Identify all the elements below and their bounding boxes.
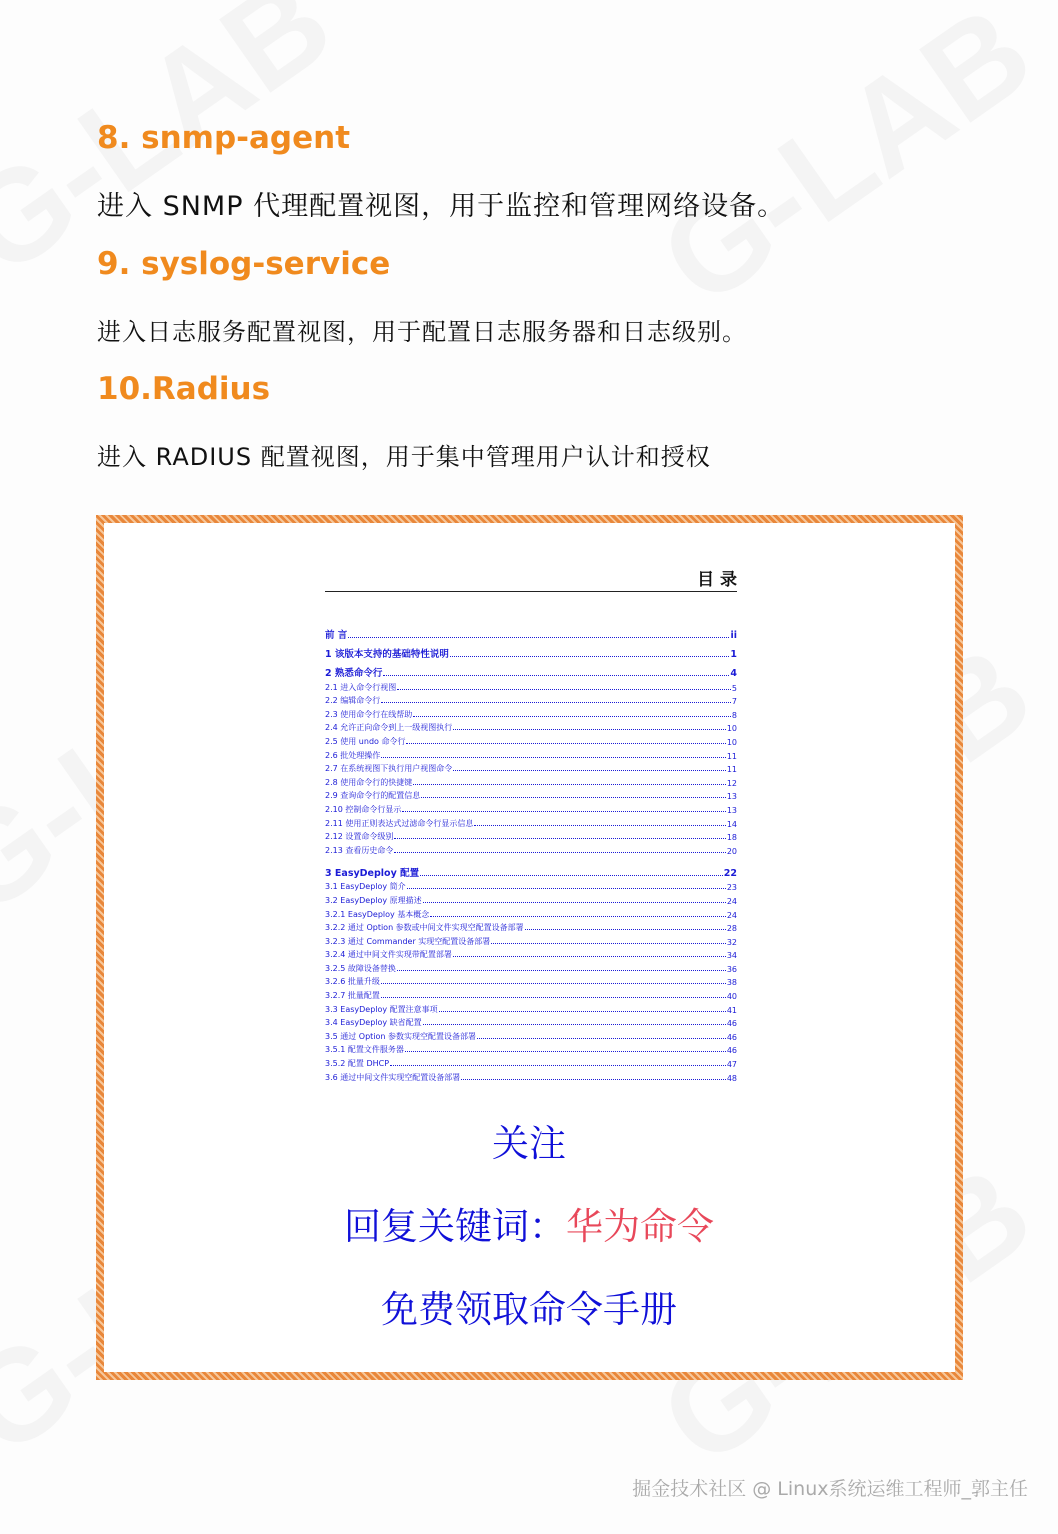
follow-text: 关注 (492, 1122, 566, 1165)
toc-entry-page: 40 (726, 992, 737, 1002)
toc-leader (453, 956, 726, 957)
toc-entries (325, 622, 737, 1083)
toc-leader (423, 902, 726, 903)
toc-leader (381, 983, 726, 984)
toc-entry-page: 11 (726, 751, 737, 761)
toc-leader (491, 943, 726, 944)
toc-entry-page: 23 (726, 883, 737, 893)
section-text: 进入日志服务配置视图，用于配置日志服务器和日志级别。 (97, 318, 747, 346)
watermark (640, 0, 1052, 326)
toc-entry-label: 3.2.2 通过 Option 参数或中间文件实现空配置设备部署 (325, 923, 524, 933)
toc-entry-page: 1 (730, 649, 737, 660)
section-text: 进入 SNMP 代理配置视图，用于监控和管理网络设备。 (97, 191, 786, 222)
toc-entry-label: 2.3 使用命令行在线帮助 (325, 709, 413, 719)
toc-entry-label: 2.4 允许正向命令到上一级视图执行 (325, 723, 453, 733)
toc-entry-page: 5 (731, 683, 737, 693)
toc-entry-label: 3.1 EasyDeploy 简介 (325, 882, 406, 892)
toc-leader (477, 1038, 726, 1039)
toc-entry-page: 7 (731, 697, 737, 707)
toc-entry-page: 38 (726, 978, 737, 988)
toc-entry[interactable] (325, 761, 737, 775)
toc-entry[interactable] (325, 660, 737, 679)
toc-entry-page: 24 (726, 896, 737, 906)
toc-leader (450, 656, 729, 657)
toc-entry[interactable] (325, 693, 737, 707)
toc-entry-label: 2.6 批处理操作 (325, 750, 381, 760)
toc-entry-label: 3.5.1 配置文件服务器 (325, 1045, 404, 1055)
toc-entry-label: 2.8 使用命令行的快捷键 (325, 777, 413, 787)
toc-entry[interactable] (325, 920, 737, 934)
toc-entry-page: 20 (726, 846, 737, 856)
toc-leader (402, 811, 725, 812)
toc-entry-page: 22 (723, 867, 737, 879)
toc-entry-label: 3 EasyDeploy 配置 (325, 867, 420, 879)
toc-entry[interactable] (325, 960, 737, 974)
toc-title: 目 录 (325, 565, 737, 592)
toc-entry-label: 3.5 通过 Option 参数实现空配置设备部署 (325, 1031, 477, 1041)
toc-leader (421, 797, 726, 798)
toc-entry-label: 3.2.5 故障设备替换 (325, 963, 396, 973)
toc-entry[interactable] (325, 1055, 737, 1069)
toc-leader (394, 838, 725, 839)
toc-entry[interactable] (325, 801, 737, 815)
toc-entry-label: 3.2.1 EasyDeploy 基本概念 (325, 909, 430, 919)
toc-entry[interactable] (325, 706, 737, 720)
toc-entry-label: 2.11 使用正则表达式过滤命令行显示信息 (325, 818, 474, 828)
toc-entry[interactable] (325, 842, 737, 856)
toc-leader (525, 929, 726, 930)
reply-keyword-line (0, 1196, 1058, 1250)
table-of-contents (325, 565, 737, 1083)
toc-entry[interactable] (325, 815, 737, 829)
toc-entry-label: 2.5 使用 undo 命令行 (325, 736, 406, 746)
toc-entry[interactable] (325, 1069, 737, 1083)
toc-entry-label: 1 该版本支持的基础特性说明 (325, 649, 449, 660)
toc-entry-page: 13 (726, 805, 737, 815)
toc-entry-page: ii (730, 630, 737, 641)
toc-entry-page: 8 (731, 710, 737, 720)
toc-entry[interactable] (325, 974, 737, 988)
toc-entry[interactable] (325, 1028, 737, 1042)
toc-leader (381, 997, 726, 998)
toc-entry-label: 2.10 控制命令行显示 (325, 804, 402, 814)
toc-entry-page: 32 (726, 937, 737, 947)
toc-entry[interactable] (325, 679, 737, 693)
toc-entry[interactable] (325, 747, 737, 761)
toc-leader (397, 970, 726, 971)
toc-entry-page: 10 (726, 724, 737, 734)
toc-leader (453, 770, 726, 771)
toc-entry-page: 18 (726, 833, 737, 843)
toc-entry[interactable] (325, 987, 737, 1001)
toc-leader (423, 1024, 726, 1025)
toc-leader (397, 689, 731, 690)
section-heading: 8. snmp-agent (97, 120, 351, 156)
toc-entry[interactable] (325, 622, 737, 641)
toc-entry-page: 34 (726, 951, 737, 961)
reply-prefix: 回复关键词： (344, 1205, 566, 1248)
toc-entry[interactable] (325, 860, 737, 879)
toc-entry-label: 3.2.7 批量配置 (325, 991, 380, 1001)
footer-credit: 掘金技术社区 @ Linux系统运维工程师_郭主任 (632, 1478, 1028, 1500)
toc-leader (439, 1011, 726, 1012)
toc-entry[interactable] (325, 1015, 737, 1029)
toc-entry-label: 2.7 在系统视图下执行用户视图命令 (325, 764, 453, 774)
toc-leader (390, 1065, 726, 1066)
toc-entry-label: 3.5.2 配置 DHCP (325, 1059, 390, 1069)
toc-entry-label: 3.2.6 批量升级 (325, 977, 380, 987)
toc-entry[interactable] (325, 947, 737, 961)
toc-entry-label: 2.12 设置命令级别 (325, 832, 394, 842)
toc-leader (407, 888, 726, 889)
toc-entry[interactable] (325, 829, 737, 843)
toc-leader (405, 1051, 726, 1052)
toc-leader (420, 875, 723, 876)
toc-entry-label: 3.2 EasyDeploy 原理描述 (325, 895, 422, 905)
toc-leader (413, 716, 731, 717)
toc-entry-label: 2 熟悉命令行 (325, 668, 383, 679)
toc-leader (430, 916, 726, 917)
toc-entry-label: 2.9 查询命令行的配置信息 (325, 791, 421, 801)
toc-leader (461, 1079, 726, 1080)
toc-entry-page: 10 (726, 737, 737, 747)
toc-leader (394, 852, 725, 853)
toc-leader (381, 757, 726, 758)
toc-entry[interactable] (325, 1001, 737, 1015)
toc-entry-page: 47 (726, 1060, 737, 1070)
toc-entry-page: 14 (726, 819, 737, 829)
toc-entry-page: 24 (726, 910, 737, 920)
toc-entry[interactable] (325, 788, 737, 802)
toc-entry-label: 3.6 通过中间文件实现空配置设备部署 (325, 1072, 461, 1082)
toc-entry-page: 46 (726, 1019, 737, 1029)
toc-entry-page: 46 (726, 1046, 737, 1056)
toc-entry-label: 3.3 EasyDeploy 配置注意事项 (325, 1004, 438, 1014)
toc-leader (474, 825, 725, 826)
toc-entry[interactable] (325, 774, 737, 788)
toc-entry-page: 12 (726, 778, 737, 788)
toc-entry[interactable] (325, 906, 737, 920)
toc-leader (348, 637, 729, 638)
toc-entry[interactable] (325, 733, 737, 747)
toc-entry[interactable] (325, 641, 737, 660)
toc-entry[interactable] (325, 879, 737, 893)
toc-entry[interactable] (325, 720, 737, 734)
toc-entry-page: 13 (726, 792, 737, 802)
toc-leader (383, 675, 729, 676)
toc-entry-page: 28 (726, 924, 737, 934)
toc-entry[interactable] (325, 933, 737, 947)
toc-leader (453, 729, 726, 730)
toc-entry-label: 3.2.3 通过 Commander 实现空配置设备部署 (325, 936, 491, 946)
keyword: 华为命令 (566, 1205, 714, 1248)
section-text: 进入 RADIUS 配置视图，用于集中管理用户认计和授权 (97, 443, 711, 471)
toc-entry-page: 41 (726, 1005, 737, 1015)
toc-entry[interactable] (325, 1042, 737, 1056)
toc-entry-label: 3.4 EasyDeploy 缺省配置 (325, 1018, 422, 1028)
section-heading: 10.Radius (97, 371, 271, 407)
toc-entry-page: 4 (730, 668, 737, 679)
toc-entry-page: 46 (726, 1032, 737, 1042)
toc-leader (381, 702, 731, 703)
toc-entry-page: 36 (726, 964, 737, 974)
toc-entry-label: 3.2.4 通过中间文件实现带配置部署 (325, 950, 452, 960)
toc-leader (406, 743, 725, 744)
toc-entry-label: 2.2 编辑命令行 (325, 696, 381, 706)
section-heading: 9. syslog-service (97, 246, 391, 282)
toc-entry-label: 2.1 进入命令行视图 (325, 682, 397, 692)
toc-entry-label: 2.13 查看历史命令 (325, 845, 394, 855)
toc-entry-page: 48 (726, 1073, 737, 1083)
free-manual-text: 免费领取命令手册 (381, 1288, 677, 1331)
toc-leader (413, 784, 726, 785)
toc-entry-label: 前 言 (325, 630, 348, 641)
toc-entry-page: 11 (726, 765, 737, 775)
toc-entry[interactable] (325, 892, 737, 906)
